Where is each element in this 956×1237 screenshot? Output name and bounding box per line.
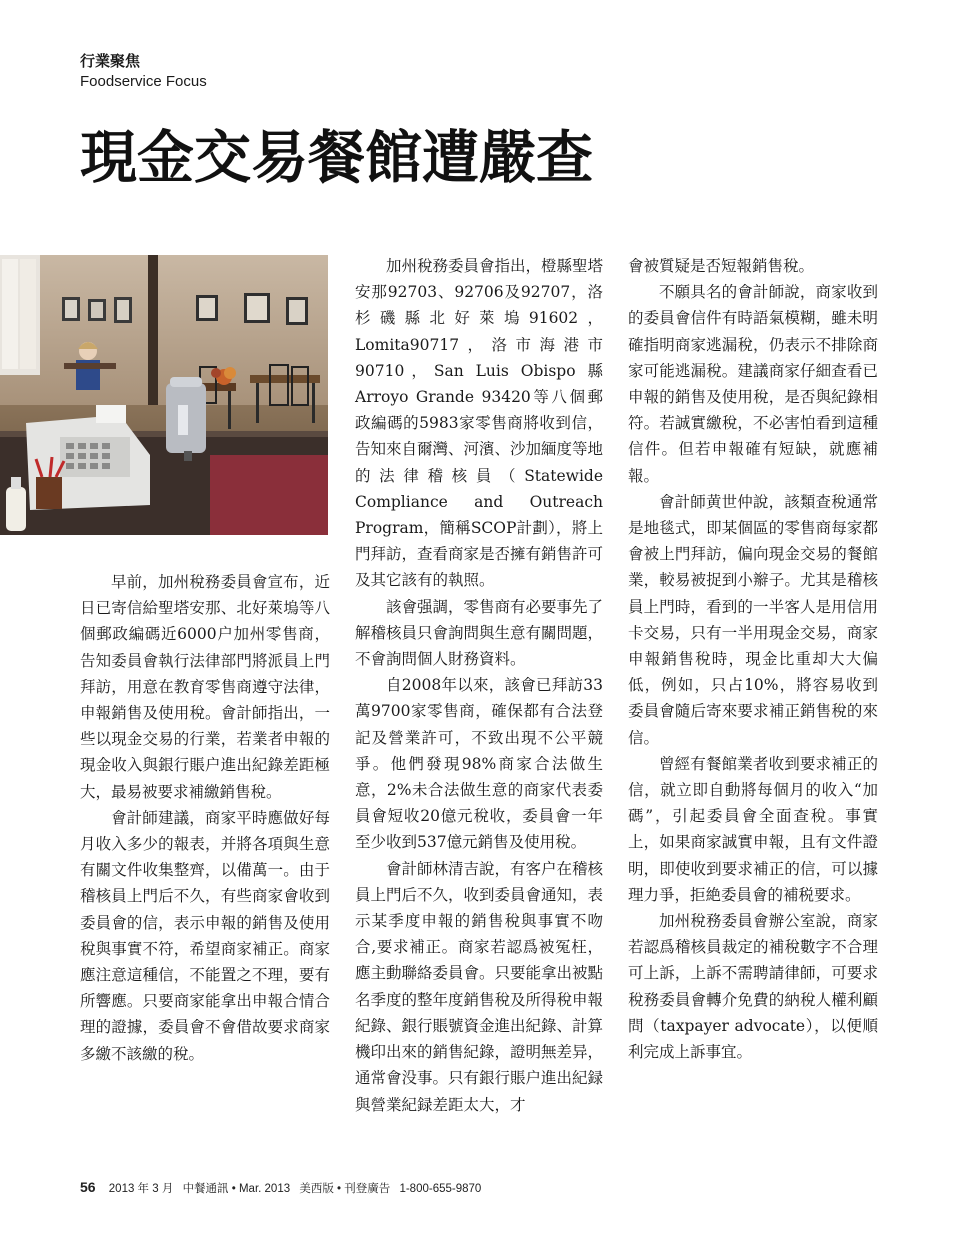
phone-number: 1-800-655-9870 [399,1183,482,1195]
paragraph: 加州稅務委員會辦公室說，商家若認爲稽核員裁定的補稅數字不合理可上訴，上訴不需聘請律師，可要求稅務委員會轉介免費的納稅人權利顧問（taxpayer advocate），以便順利完成上訴事宜。 [628,912,878,1062]
issue-date: 2013 年 3 月 [108,1183,174,1195]
section-label-english: Foodservice Focus [80,73,207,90]
restaurant-interior-photo [0,255,328,535]
paragraph: 會計師黄世仲說，該類查稅通常是地毯式，即某個區的零售商每家都會被上門拜訪，偏向現金交易的餐館業，較易被捉到小辮子。尤其是稽核員上門時，看到的一半客人是用信用卡交易，只有一半用現金交易，商家申報銷售稅時，現金比重却大大偏低，例如，只占10%，將容易收到委員會隨后寄來要求補正銷售稅的來信。 [628,492,878,747]
paragraph: 加州稅務委員會指出，橙縣聖塔安那92703、92706及92707，洛杉磯縣北好萊塢91602，Lomita90717，洛市海港市90710，San Luis Obispo 縣 Arroyo Grande 93420等八個郵政編碼的5983家零售商將收到信，告知來自爾灣、河濱、沙加緬度等地的法律稽核員（Statewide Compliance and Outreach Program，簡稱SCOP計劃），將上門拜訪，查看商家是否擁有銷售許可及其它該有的執照。 [355,257,604,590]
paragraph: 會被質疑是否短報銷售稅。 [628,257,815,275]
paragraph: 會計師林清吉說，有客户在稽核員上門后不久，收到委員會通知，表示某季度申報的銷售稅與事實不吻合,要求補正。商家若認爲被冤枉，應主動聯絡委員會。只要能拿出被點名季度的整年度銷售稅及所得稅申報紀錄、銀行賬號資金進出紀錄、計算機印出來的銷售紀錄，證明無差异，通常會没事。只有銀行賬户進出紀録與營業紀録差距太大，才 [355,859,604,1114]
article-column-3 [628,253,878,1065]
paragraph: 不願具名的會計師說，商家收到的委員會信件有時語氣模糊，雖未明確指明商家逃漏稅，仍表示不排除商家可能逃漏稅。建議商家仔細查看已申報的銷售及使用稅，是否與紀錄相符。若誠實繳稅，不必害怕看到這種信件。但若申報確有短缺，就應補報。 [628,283,878,485]
edition-label: 美西版 • 刊登廣告 [299,1183,391,1195]
paragraph: 自2008年以來，該會已拜訪33萬9700家零售商，確保都有合法登記及營業許可，不致出現不公平競爭。他們發現98%商家合法做生意，2%未合法做生意的商家代表委員會短收20億元稅收，委員會一年至少收到537億元銷售及使用稅。 [355,676,603,852]
paragraph: 曾經有餐館業者收到要求補正的信，就立即自動將每個月的收入“加碼”，引起委員會全面查稅。事實上，如果商家誠實申報，且有文件證明，即使收到要求補正的信，可以據理力爭，拒絶委員會的補税要求。 [628,754,878,904]
publication-name: 中餐通訊 • Mar. 2013 [182,1183,291,1195]
section-label-chinese: 行業聚焦 [80,52,141,70]
article-column-1 [80,569,330,1067]
paragraph: 早前，加州稅務委員會宣布，近日已寄信給聖塔安那、北好萊塢等八個郵政編碼近6000户加州零售商，告知委員會執行法律部門將派員上門拜訪，用意在教育零售商遵守法律，申報銷售及使用稅。會計師指出，一些以現金交易的行業，若業者申報的現金收入與銀行賬户進出紀錄差距極大，最易被要求補繳銷售稅。 [80,573,330,801]
paragraph: 會計師建議，商家平時應做好每月收入多少的報表，并將各項與生意有關文件收集整齊，以備萬一。由于稽核員上門后不久，有些商家會收到委員會的信，表示申報的銷售及使用稅與事實不符，希望商家補正。商家應注意這種信，不能置之不理，要有所響應。只要商家能拿出申報合情合理的證據，委員會不會借故要求商家多繳不該繳的稅。 [80,808,330,1063]
page-number: 56 [80,1179,96,1195]
article-column-2 [355,253,603,1118]
page-footer [80,1179,487,1196]
article-title: 現金交易餐館遭嚴查 [80,124,593,191]
paragraph: 該會强調，零售商有必要事先了解稽核員只會詢問與生意有關問題，不會詢問個人財務資料。 [355,597,604,669]
